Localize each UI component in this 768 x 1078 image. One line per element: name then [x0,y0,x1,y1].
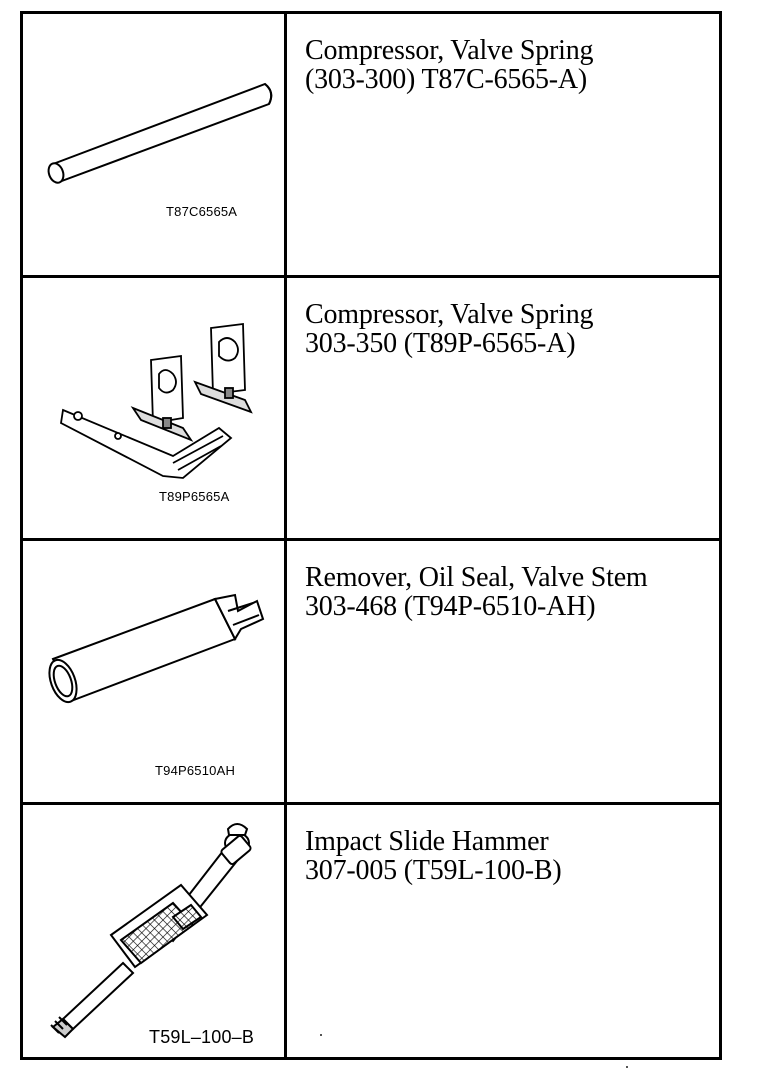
tool-image-cell [23,278,287,538]
tool-image-cell [23,541,287,802]
tool-description-cell [287,805,719,1060]
tool-image-cell [23,14,287,275]
image-code-label: T94P6510AH [155,763,236,778]
scan-speck [320,1034,322,1036]
tool-name: Impact Slide Hammer [305,826,549,857]
tool-image-cell [23,805,287,1060]
tool-row [23,802,719,1060]
tool-number: (303-300) T87C-6565-A) [305,64,588,95]
tool-row [23,14,719,275]
tool-number: 303-468 (T94P-6510-AH) [305,591,596,622]
tool-number: 303-350 (T89P-6565-A) [305,328,576,359]
slide-hammer-icon [23,805,284,1060]
tool-number: 307-005 (T59L-100-B) [305,855,562,886]
bracket-set-icon [23,278,284,538]
tool-description-cell [287,14,719,275]
tool-row [23,538,719,802]
scan-speck [626,1066,628,1068]
tool-name: Remover, Oil Seal, Valve Stem [305,562,648,593]
tool-description-cell [287,278,719,538]
seal-remover-icon [23,541,284,802]
tube-icon [23,14,284,272]
special-tools-table [20,11,722,1060]
image-code-label: T59L–100–B [149,1027,255,1047]
image-code-label: T89P6565A [159,489,230,504]
tool-name: Compressor, Valve Spring [305,35,594,66]
tool-name: Compressor, Valve Spring [305,299,594,330]
image-code-label: T87C6565A [166,204,238,219]
tool-description-cell [287,541,719,802]
tool-row [23,275,719,538]
